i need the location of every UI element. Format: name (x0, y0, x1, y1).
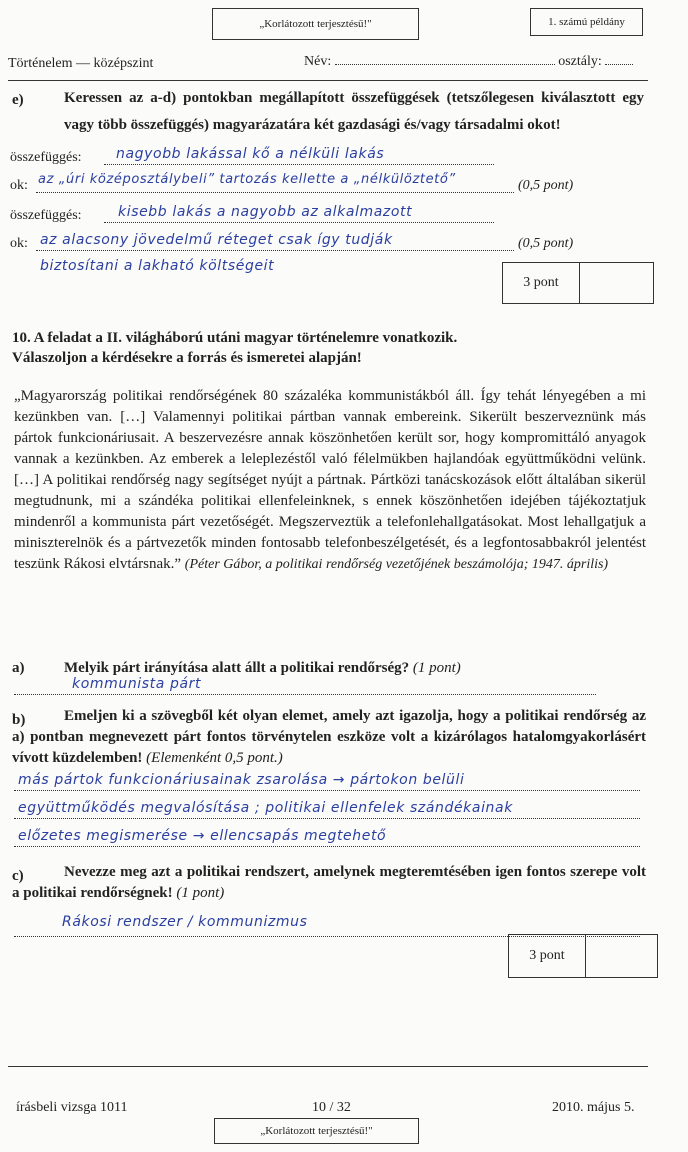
qb-answer-2: együttműködés megvalósítása ; politikai ellenfelek szándékainak (18, 800, 513, 816)
qa-answer: kommunista párt (72, 676, 202, 692)
row-label: összefüggés: (10, 150, 82, 165)
footer-date: 2010. május 5. (552, 1100, 635, 1115)
qb-letter: b) (12, 712, 26, 728)
task-e-score-box (502, 262, 654, 304)
answer-row-1 (10, 150, 82, 166)
answer-row-3 (10, 208, 82, 224)
qb-answer-1: más pártok funkcionáriusainak zsarolása → pártokon belüli (18, 772, 465, 788)
qa-question-line (64, 660, 461, 677)
subject-title: Történelem — középszint (8, 56, 154, 71)
footer-restricted-label: „Korlátozott terjesztésű!" (260, 1125, 373, 1137)
answer-row-3-line (104, 222, 494, 223)
copy-number-box (530, 8, 643, 36)
source-text-block (14, 386, 646, 575)
answer-row-4-text: az alacsony jövedelmű réteget csak így tudják (40, 232, 393, 248)
task-10-heading-line1: 10. A feladat a II. világháború utáni magyar történelemre vonatkozik. (12, 330, 458, 346)
task-10-score-box (508, 934, 658, 978)
row-label: ok: (10, 178, 28, 193)
name-label: Név: (304, 54, 332, 69)
answer-row-2-line (36, 192, 514, 193)
copy-number-label: 1. számú példány (548, 16, 625, 28)
answer-row-1-text: nagyobb lakással kő a nélküli lakás (116, 146, 385, 162)
task-10-heading-line2: Válaszoljon a kérdésekre a forrás és ismeretei alapján! (12, 350, 362, 366)
score-label: 3 pont (509, 935, 586, 977)
qa-letter: a) (12, 660, 25, 676)
qb-answer-3: előzetes megismerése → ellencsapás megtehető (18, 828, 387, 844)
name-field (304, 54, 633, 70)
restricted-label-box (212, 8, 419, 40)
score-value[interactable] (586, 935, 657, 977)
answer-row-2-text: az „úri középosztálybeli” tartozás kellette a „nélkülöztető” (38, 172, 456, 187)
qa-answer-line (14, 694, 596, 695)
qb-question: Emeljen ki a szövegből két olyan elemet, amely azt igazolja, hogy a politikai rendőrség az a) pontban megnevezett párt fontos törvénytelen eszköze volt a kizárólagos hatalomgyakorlásért vívott küzdelemben! (12, 708, 646, 766)
footer-divider (8, 1066, 648, 1067)
row-2-points: (0,5 pont) (518, 178, 574, 193)
row-4-points: (0,5 pont) (518, 236, 574, 251)
header-divider (8, 80, 648, 81)
qa-points: (1 pont) (412, 660, 461, 676)
answer-row-2 (10, 178, 28, 194)
answer-row-3-text: kisebb lakás a nagyobb az alkalmazott (118, 204, 413, 220)
source-text: „Magyarország politikai rendőrségének 80 százaléka kommunistákból áll. Így tehát lényegében a mi kezünkben van. […] Valamennyi politikai pártban vannak embereink. Sikerült beszerveznünk más pártok funkcionáriusait. A beszervezésre annak köszönhetően került sor, hogy kompromittáló anyagok vannak a kezünkben. Az emberek a leleplezéstől való félelmükben hajlandóak együttműködni velünk. […] A politikai rendőrség nagy segítséget nyújt a pártnak. Pártközi tanácskozások előtt általában sikerül megtudnunk, mi a szándéka politikai ellenfeleinknek, s ennek köszönhetően idejében tájékoztatjuk mindenről a kommunista párt vezetőségét. Megszerveztük a telefonlehallgatásokat. Most lehallgatjuk a miniszterelnök és a pártvezetők minden fontosabb telefonbeszélgetését, és a legfontosabbakról jelentést teszünk Rákosi elvtársnak.” (14, 388, 646, 572)
task-e-letter: e) (12, 92, 24, 108)
qb-answer-line-3 (14, 846, 640, 847)
qc-letter: c) (12, 868, 24, 884)
qb-question-block (12, 706, 646, 769)
qc-answer: Rákosi rendszer / kommunizmus (62, 914, 308, 930)
qb-answer-line-2 (14, 818, 640, 819)
source-citation: (Péter Gábor, a politikai rendőrség vezetőjének beszámolója; 1947. április) (184, 557, 609, 572)
footer-restricted-box (214, 1118, 419, 1144)
class-label: osztály: (558, 54, 602, 69)
footer-page-number: 10 / 32 (312, 1100, 351, 1115)
task-e-question: Keressen az a-d) pontokban megállapított összefüggések (tetszőlegesen kiválasztott egy vagy több összefüggés) magyarázatára két gazdasági és/vagy társadalmi okot! (64, 90, 644, 133)
qa-question: Melyik párt irányítása alatt állt a politikai rendőrség? (64, 660, 410, 676)
row-label: ok: (10, 236, 28, 251)
answer-row-4 (10, 236, 28, 252)
qc-points: (1 pont) (176, 885, 225, 901)
restricted-label: „Korlátozott terjesztésű!" (259, 18, 372, 30)
answer-continuation: biztosítani a lakható költségeit (40, 258, 275, 274)
qb-points: (Elemenként 0,5 pont.) (146, 750, 283, 766)
answer-row-4-line (36, 250, 514, 251)
answer-row-1-line (104, 164, 494, 165)
score-label: 3 pont (503, 263, 580, 303)
task-10-heading (12, 328, 457, 368)
qb-answer-line-1 (14, 790, 640, 791)
qc-question-block (12, 862, 646, 904)
score-value[interactable] (580, 263, 653, 303)
row-label: összefüggés: (10, 208, 82, 223)
qc-question: Nevezze meg azt a politikai rendszert, amelynek megteremtésében igen fontos szerepe volt a politikai rendőrségnek! (12, 864, 646, 901)
footer-exam: írásbeli vizsga 1011 (16, 1100, 128, 1115)
